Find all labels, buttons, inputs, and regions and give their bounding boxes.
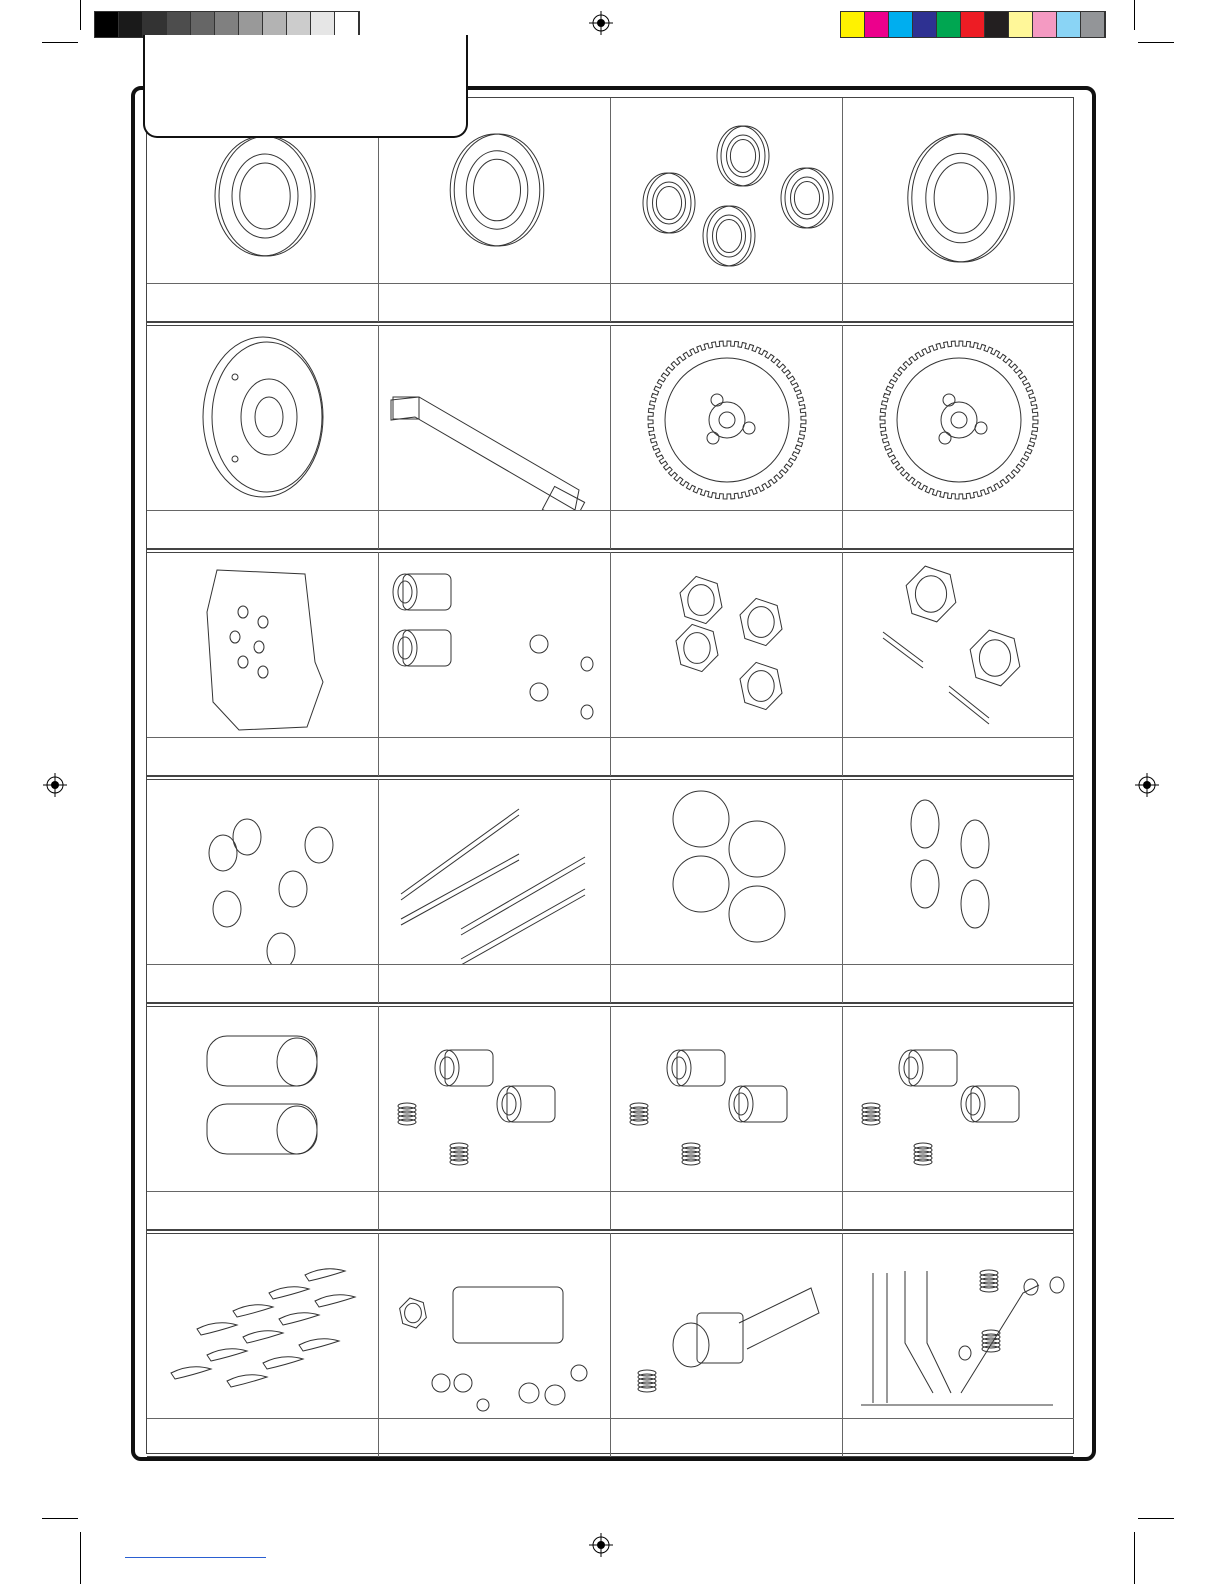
part-label (147, 283, 378, 321)
part-label (843, 283, 1074, 321)
color-swatch (1081, 12, 1105, 37)
hex-nut-icon (611, 552, 843, 737)
registration-mark-icon (589, 1533, 613, 1557)
color-swatch (889, 12, 913, 37)
color-swatch (191, 12, 215, 37)
spur-gear-icon (611, 325, 843, 510)
wheel-hex-icon (843, 552, 1075, 737)
color-swatch (95, 12, 119, 37)
grayscale-color-bar (94, 11, 360, 38)
part-label (147, 1191, 378, 1229)
part-label (843, 737, 1074, 775)
drive-cup-icon (843, 1006, 1075, 1191)
color-swatch (841, 12, 865, 37)
part-cell-body-clips (147, 1233, 379, 1457)
crop-mark-bottom-left-h (42, 1518, 78, 1519)
color-swatch (1009, 12, 1033, 37)
part-cell-slipper-pad (147, 552, 379, 776)
part-cell-shock-bushings (843, 779, 1075, 1003)
color-swatch (287, 12, 311, 37)
header-tab (143, 35, 468, 138)
slipper-pad-icon (147, 552, 379, 737)
part-label (379, 510, 610, 548)
color-swatch (263, 12, 287, 37)
hub-icon (147, 325, 379, 510)
outdrive-icon (379, 552, 611, 737)
color-swatch (961, 12, 985, 37)
crop-mark-bottom-right-v (1134, 1532, 1135, 1584)
part-cell-drive-cups-b (611, 1006, 843, 1230)
registration-mark-icon (589, 11, 613, 35)
part-cell-slipper-hub (147, 325, 379, 549)
part-label (611, 737, 842, 775)
color-swatch (119, 12, 143, 37)
parts-row (147, 325, 1073, 549)
part-label (611, 510, 842, 548)
part-cell-outdrive-cups (379, 552, 611, 776)
color-swatch (311, 12, 335, 37)
part-label (147, 1418, 378, 1456)
color-swatch (865, 12, 889, 37)
color-swatch (985, 12, 1009, 37)
part-label (147, 510, 378, 548)
part-label (843, 964, 1074, 1002)
color-swatch (239, 12, 263, 37)
parts-row (147, 552, 1073, 776)
crop-mark-top-left-h (42, 42, 78, 43)
part-cell-clutch-bell-bearing (843, 98, 1075, 322)
color-swatch (167, 12, 191, 37)
crop-mark-bottom-right-h (1138, 1518, 1174, 1519)
part-cell-ball-studs (147, 779, 379, 1003)
linkage-icon (843, 1233, 1075, 1418)
process-color-bar (840, 11, 1106, 38)
crop-mark-bottom-left-v (80, 1532, 81, 1584)
part-label (611, 283, 842, 321)
registration-mark-icon (1135, 773, 1159, 797)
color-swatch (913, 12, 937, 37)
part-label (379, 283, 610, 321)
drive-cup-icon (611, 1006, 843, 1191)
crop-mark-top-right-h (1138, 42, 1174, 43)
pivot-ball-icon (611, 779, 843, 964)
large-bearing-icon (843, 98, 1075, 283)
color-swatch (143, 12, 167, 37)
part-cell-spur-gear-a (611, 325, 843, 549)
crop-mark-top-left-v (80, 0, 81, 30)
color-swatch (1057, 12, 1081, 37)
part-label (843, 510, 1074, 548)
brake-icon (379, 1233, 611, 1418)
drive-cup-icon (379, 1006, 611, 1191)
part-label (379, 1418, 610, 1456)
parts-grid (146, 97, 1074, 1454)
part-label (611, 1418, 842, 1456)
part-label (147, 964, 378, 1002)
part-cell-throttle-linkage (843, 1233, 1075, 1457)
part-cell-spacers (147, 1006, 379, 1230)
ball-stud-icon (147, 779, 379, 964)
part-cell-spur-gear-b (843, 325, 1075, 549)
color-swatch (215, 12, 239, 37)
shaft-icon (379, 325, 611, 510)
registration-mark-icon (43, 773, 67, 797)
part-label (147, 737, 378, 775)
part-cell-drive-cups-a (379, 1006, 611, 1230)
body-clip-icon (147, 1233, 379, 1418)
footer-link-underline (125, 1557, 266, 1558)
part-label (379, 737, 610, 775)
spacer-icon (147, 1006, 379, 1191)
part-label (611, 1191, 842, 1229)
parts-row (147, 1006, 1073, 1230)
part-label (843, 1418, 1074, 1456)
part-cell-drive-shaft (379, 325, 611, 549)
small-bearings-icon (611, 98, 843, 283)
color-swatch (335, 12, 359, 37)
part-cell-hex-nuts (611, 552, 843, 776)
outdrive-block-icon (611, 1233, 843, 1418)
parts-row (147, 779, 1073, 1003)
part-cell-pivot-balls (611, 779, 843, 1003)
parts-row (147, 1233, 1073, 1457)
part-label (611, 964, 842, 1002)
part-cell-small-bearings-set (611, 98, 843, 322)
part-label (379, 964, 610, 1002)
part-cell-hinge-pins (379, 779, 611, 1003)
parts-grid-body (147, 98, 1073, 1453)
part-cell-drive-cups-c (843, 1006, 1075, 1230)
crop-mark-top-right-v (1134, 0, 1135, 30)
spur-gear-icon (843, 325, 1075, 510)
color-swatch (937, 12, 961, 37)
part-cell-brake-set (379, 1233, 611, 1457)
color-swatch (1033, 12, 1057, 37)
pin-icon (379, 779, 611, 964)
part-cell-wheel-hex-pins (843, 552, 1075, 776)
part-cell-center-outdrive (611, 1233, 843, 1457)
part-label (843, 1191, 1074, 1229)
bushing-icon (843, 779, 1075, 964)
part-label (379, 1191, 610, 1229)
